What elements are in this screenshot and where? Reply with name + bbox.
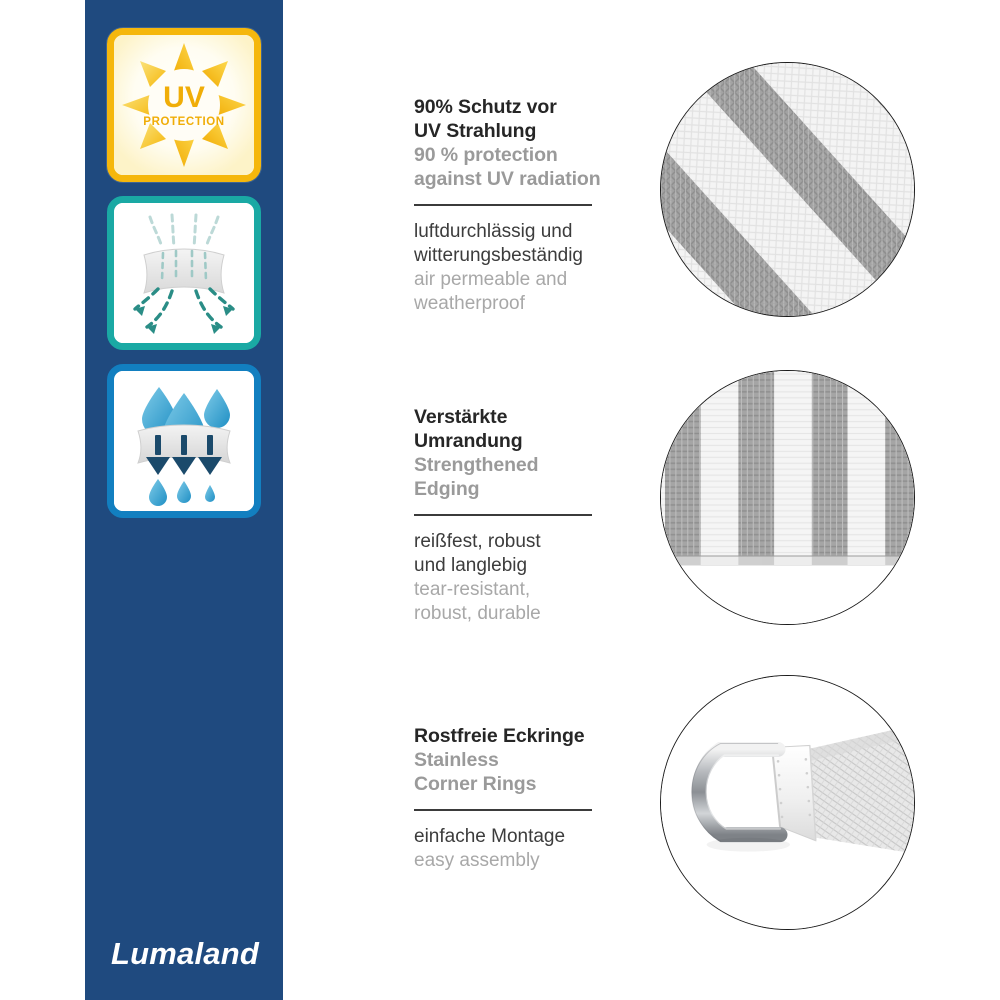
water-resistant-icon-graphic [114, 371, 254, 511]
feature-sub-en-line1: air permeable and [414, 269, 568, 290]
feature-sub-de-line2: witterungsbeständig [414, 245, 583, 266]
feature-title-en-line2: Edging [414, 478, 480, 500]
feature-divider [414, 514, 592, 516]
air-permeable-icon [107, 196, 261, 350]
d-ring-and-webbing [661, 676, 914, 929]
brand-sidebar [85, 0, 283, 1000]
feature-text-edging [414, 405, 614, 626]
reinforced-edge-photo [660, 370, 915, 625]
brand-logo: Lumaland [111, 936, 260, 971]
feature-divider [414, 204, 592, 206]
feature-sub-en-line1: easy assembly [414, 850, 540, 871]
feature-sub-en-line2: weatherproof [414, 293, 525, 314]
feature-sub-en-line1: tear-resistant, [414, 579, 531, 600]
uv-protection-icon [107, 28, 261, 182]
feature-title-de-line1: 90% Schutz vor [414, 96, 557, 118]
feature-text-rings [414, 724, 614, 873]
feature-title-en-line1: 90 % protection [414, 144, 558, 166]
feature-sub-de-line2: und langlebig [414, 555, 528, 576]
feature-sub-de-line1: luftdurchlässig und [414, 221, 573, 242]
diagonal-fabric-texture [661, 63, 914, 316]
vertical-stripe-fabric-texture [661, 371, 914, 624]
feature-title-de-line1: Verstärkte [414, 406, 508, 428]
uv-protection-icon-graphic [114, 35, 254, 175]
air-permeable-icon-graphic [114, 203, 254, 343]
uv-icon-main-label: UV [163, 81, 205, 114]
feature-divider [414, 809, 592, 811]
feature-title-en-line2: against UV radiation [414, 168, 601, 190]
feature-title-en-line1: Stainless [414, 749, 499, 771]
diagonal-striped-fabric-photo [660, 62, 915, 317]
feature-sub-en-line2: robust, durable [414, 603, 541, 624]
feature-text-uv [414, 95, 614, 316]
stainless-d-ring-photo [660, 675, 915, 930]
feature-sub-de-line1: reißfest, robust [414, 531, 541, 552]
feature-sub-de-line1: einfache Montage [414, 826, 566, 847]
water-resistant-icon [107, 364, 261, 518]
feature-title-de-line2: Umrandung [414, 430, 523, 452]
feature-title-en-line2: Corner Rings [414, 773, 537, 795]
uv-icon-sub-label: PROTECTION [143, 116, 225, 128]
feature-title-de-line2: UV Strahlung [414, 120, 537, 142]
feature-title-de-line1: Rostfreie Eckringe [414, 725, 585, 747]
feature-title-en-line1: Strengthened [414, 454, 539, 476]
